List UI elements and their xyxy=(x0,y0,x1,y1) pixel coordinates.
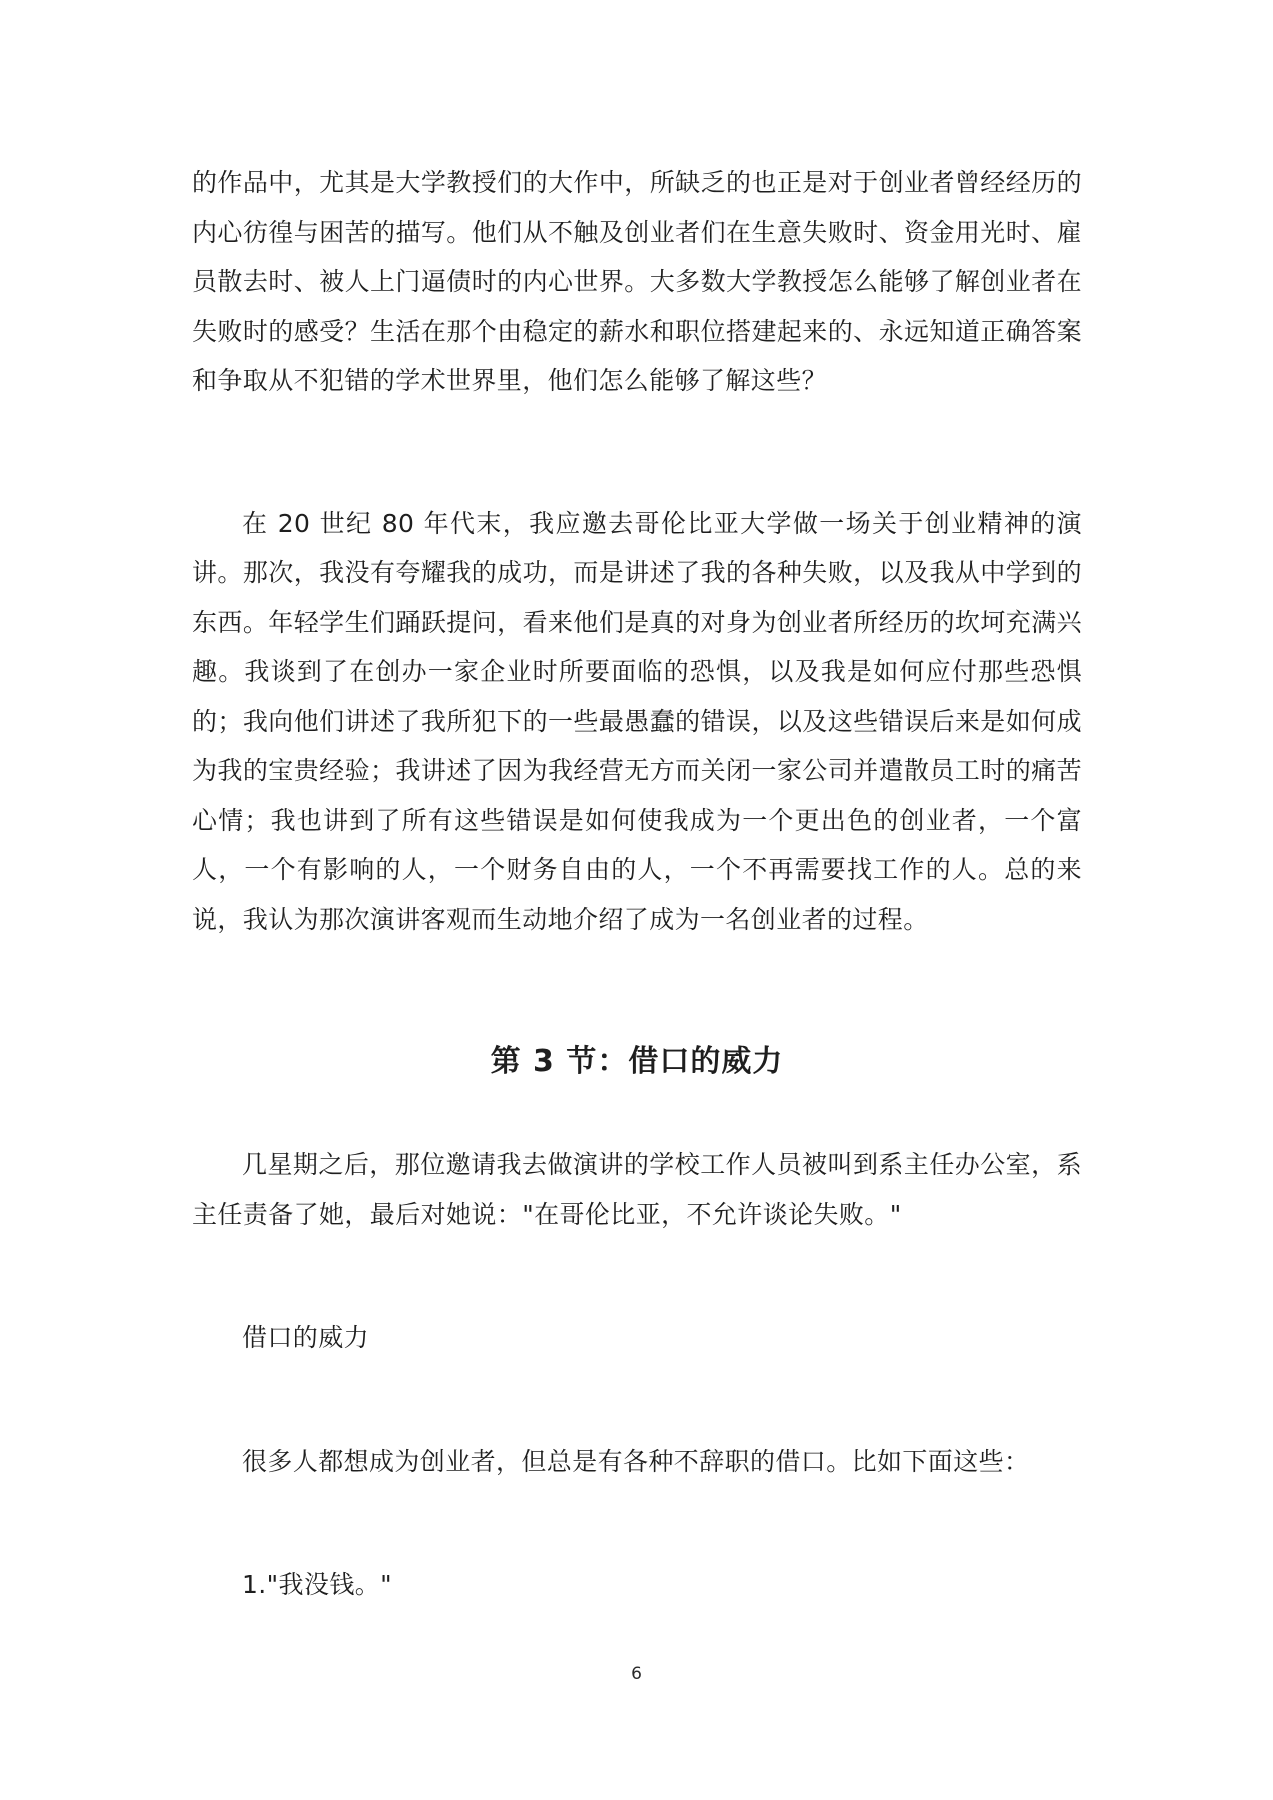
section-heading: 第 3 节：借口的威力 xyxy=(490,1044,784,1079)
paragraph-speech: 在 20 世纪 80 年代末，我应邀去哥伦比亚大学做一场关于创业精神的演讲。那次，我没有夸耀我的成功，而是讲述了我的各种失败，以及我从中学到的东西。年轻学生们踊跃提问，看来他们是真的对身为创业者所经历的坎坷充满兴趣。我谈到了在创办一家企业时所要面临的恐惧，以及我是如何应付那些恐惧的；我向他们讲述了我所犯下的一些最愚蠢的错误，以及这些错误后来是如何成为我的宝贵经验；我讲述了因为我经营无方而关闭一家公司并遣散员工时的痛苦心情；我也讲到了所有这些错误是如何使我成为一个更出色的创业者，一个富人，一个有影响的人，一个财务自由的人，一个不再需要找工作的人。总的来说，我认为那次演讲客观而生动地介绍了成为一名创业者的过程。 xyxy=(192,508,1082,934)
subheading-plain: 借口的威力 xyxy=(242,1323,370,1352)
list-item-1: 1."我没钱。" xyxy=(242,1570,393,1599)
heading-spacer-after xyxy=(192,1087,1082,1140)
paragraph-continuation: 的作品中，尤其是大学教授们的大作中，所缺乏的也正是对于创业者曾经经历的内心彷徨与困苦的描写。他们从不触及创业者们在生意失败时、资金用光时、雇员散去时、被人上门逼债时的内心世界。大多数大学教授怎么能够了解创业者在失败时的感受？生活在那个由稳定的薪水和职位搭建起来的、永远知道正确答案和争取从不犯错的学术世界里，他们怎么能够了解这些？ xyxy=(192,168,1082,395)
paragraph-after: 几星期之后，那位邀请我去做演讲的学校工作人员被叫到系主任办公室，系主任责备了她，最后对她说："在哥伦比亚，不允许谈论失败。" xyxy=(192,1150,1082,1229)
paragraph-spacer xyxy=(192,1486,1082,1560)
page-body xyxy=(192,158,1082,1610)
heading-spacer xyxy=(192,944,1082,1037)
paragraph-spacer xyxy=(192,406,1082,499)
paragraph-excuses: 很多人都想成为创业者，但总是有各种不辞职的借口。比如下面这些： xyxy=(242,1446,1030,1476)
paragraph-spacer xyxy=(192,1363,1082,1437)
page-number: 6 xyxy=(631,1664,642,1684)
paragraph-spacer xyxy=(192,1239,1082,1313)
